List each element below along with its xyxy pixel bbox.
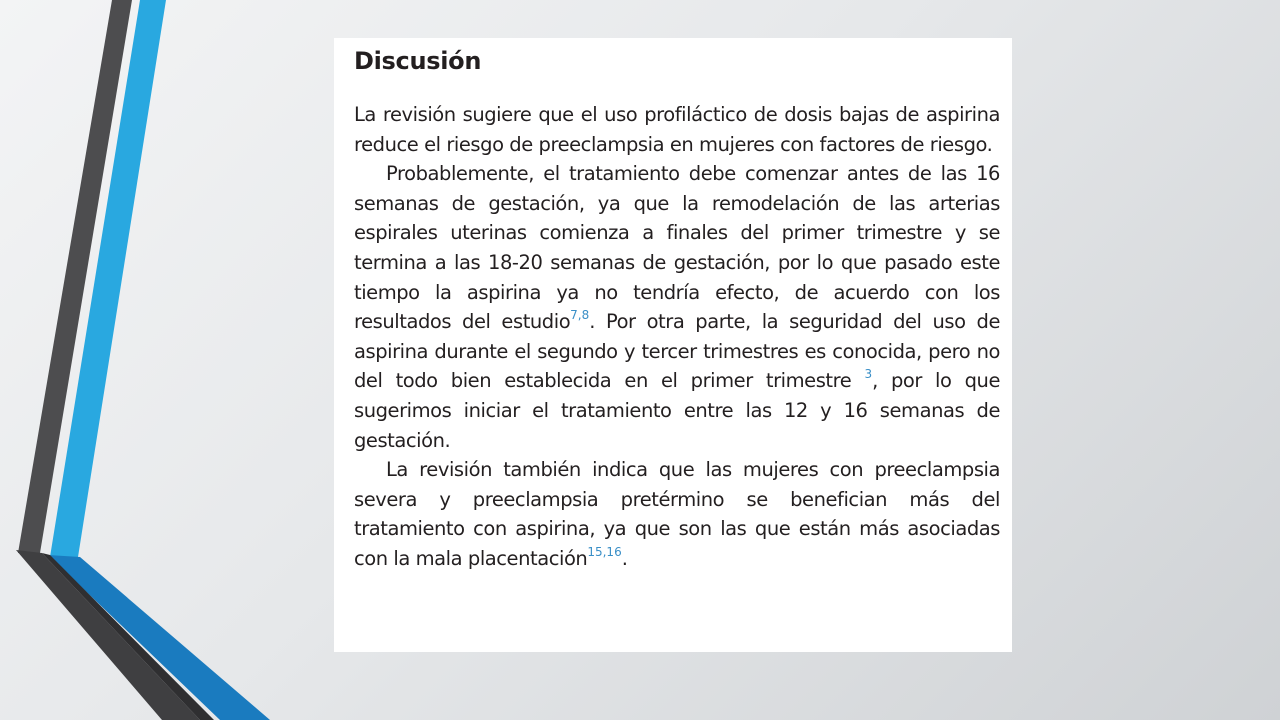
paragraph-3-text-1: La revisión también indica que las mujeres con preeclampsia severa y preeclampsia pretérmino se benefician más del tratamiento con aspirina, ya que son las que están más asociadas con la mala placentación (354, 458, 1000, 570)
cropped-text-line (354, 646, 1000, 652)
paragraph-3 (354, 455, 1000, 573)
reference-15-16[interactable]: 15,16 (587, 544, 622, 559)
paragraph-1 (354, 100, 1000, 159)
dark-stripe-lower (16, 550, 200, 720)
dark-stripe-lower-shadow (42, 553, 214, 720)
document-image (334, 38, 1012, 652)
reference-3[interactable]: 3 (864, 367, 873, 382)
reference-7-8[interactable]: 7,8 (570, 308, 590, 323)
paragraph-1-text: La revisión sugiere que el uso profiláctico de dosis bajas de aspirina reduce el riesgo de preeclampsia en mujeres con factores de riesgo. (354, 103, 1000, 156)
paragraph-3-text-2: . (621, 546, 628, 570)
paragraph-2-text-1: Probablemente, el tratamiento debe comenzar antes de las 16 semanas de gestación, ya que la remodelación de las arterias espirales uterinas comienza a finales del primer trimestre y se termina a las 18-20 semanas de gestación, por lo que pasado este tiempo la aspirina ya no tendría efecto, de acuerdo con los resultados del estudio (354, 162, 1000, 334)
paragraph-2-text-2: . Por otra parte, la seguridad del uso de aspirina durante el segundo y tercer trimestres es conocida, pero no del todo bien establecida en el primer trimestre (354, 310, 1000, 393)
paragraph-2 (354, 159, 1000, 455)
document-heading: Discusión (354, 47, 482, 75)
paragraph-2-text-3: , por lo que sugerimos iniciar el tratamiento entre las 12 y 16 semanas de gestación. (354, 369, 1001, 452)
